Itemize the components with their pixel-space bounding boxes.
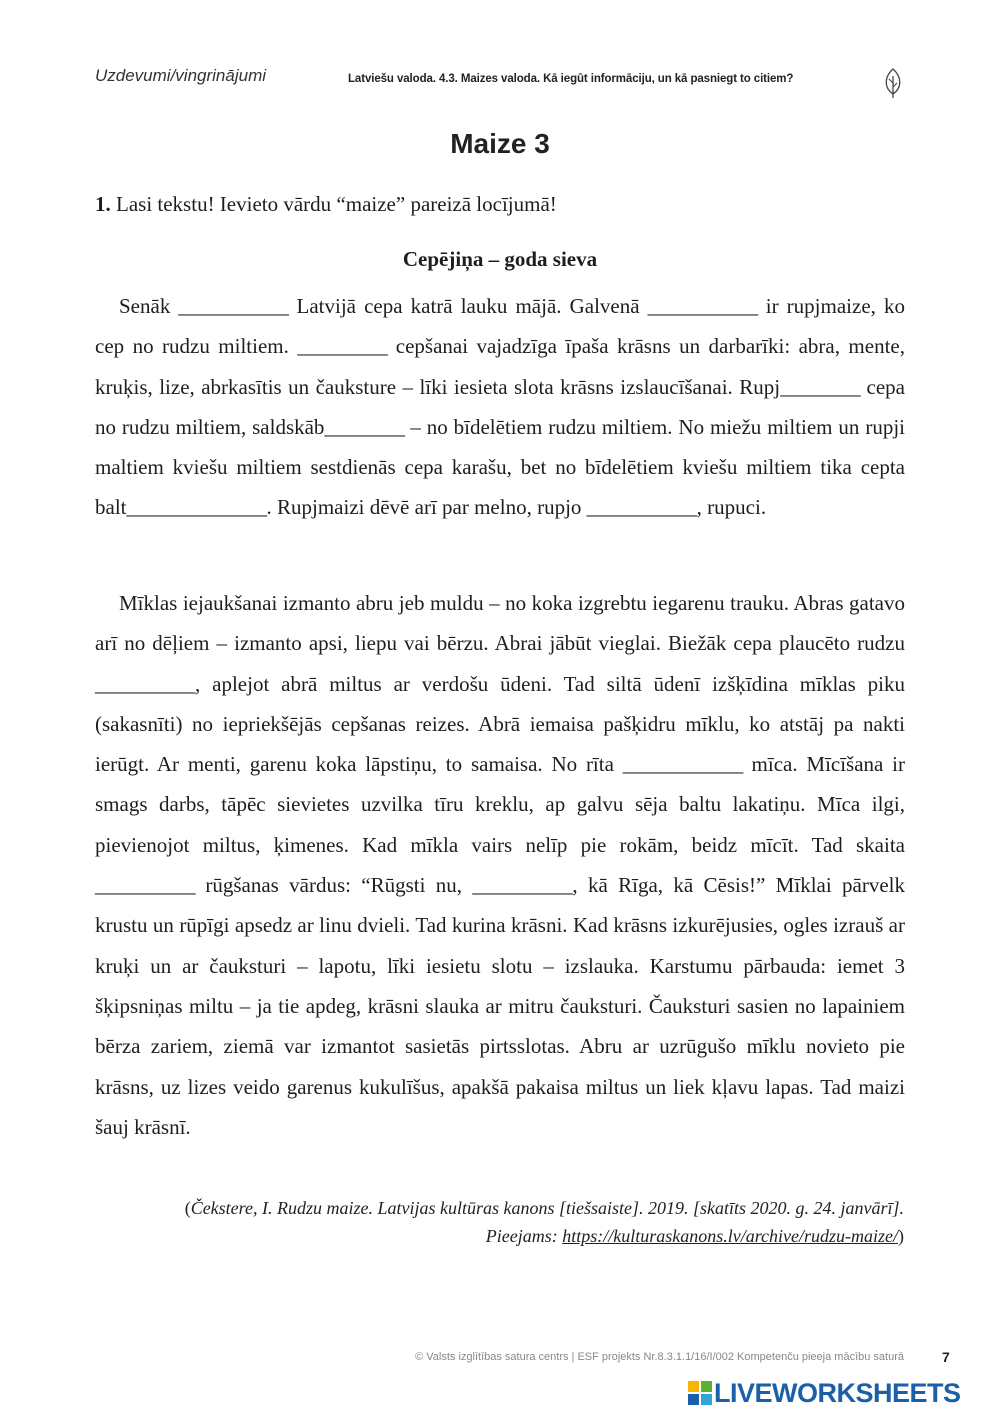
text-segment: rūgšanas vārdus: “Rūgsti nu, xyxy=(195,873,473,898)
footer-text: © Valsts izglītības satura centrs | ESF projekts Nr.8.3.1.1/16/I/002 Kompetenču pieeja mācību saturā xyxy=(415,1351,904,1363)
paragraph-1 xyxy=(95,286,905,528)
text-segment: mīca. Mīcīšana ir smags darbs, tāpēc sievietes uzvilka tīru kreklu, ap galvu sēja baltu lakatiņu. Mīca ilgi, pievienojot miltus, ķimenes. Kad mīkla vairs nelīp pie rokām, beidz mīcīt. Tad skaita xyxy=(95,752,906,857)
citation-paren: ) xyxy=(898,1226,904,1246)
answer-blank-8[interactable]: __________ xyxy=(95,671,195,696)
text-segment: . Rupjmaizi dēvē arī par melno, rupjo xyxy=(266,495,587,520)
text-segment: ir rupjmaize, ko cep no rudzu miltiem. xyxy=(95,294,905,359)
answer-blank-5[interactable]: ________ xyxy=(324,414,405,439)
brand-name: LIVEWORKSHEETS xyxy=(714,1377,961,1408)
text-segment: , aplejot abrā miltus ar verdošu ūdeni. Tad siltā ūdenī izšķīdina mīklas piku (sakasnīti) no iepriekšējās cepšanas reizes. Abrā iemaisa pašķidru mīklu, ko atstāj pa nakti ierūgt. Ar menti, garenu koka lāpstiņu, to samaisa. No rīta xyxy=(95,671,905,777)
answer-blank-7[interactable]: ___________ xyxy=(586,495,697,520)
answer-blank-6[interactable]: ______________ xyxy=(126,495,267,520)
answer-blank-4[interactable]: ________ xyxy=(780,374,861,399)
text-segment: Senāk xyxy=(119,294,179,318)
text-segment: cepšanai vajadzīga īpaša krāsns un darbarīki: abra, mente, kruķis, lize, abrkasītis un čauksture – līki iesieta slota krāsns izslaucīšanai. Rupj xyxy=(95,334,905,399)
task-instruction xyxy=(95,192,557,217)
citation-paren: ( xyxy=(184,1198,191,1218)
header-section: Uzdevumi/vingrinājumi xyxy=(95,66,267,85)
page-number: 7 xyxy=(942,1349,950,1365)
answer-blank-11[interactable]: __________ xyxy=(472,873,573,898)
text-segment: cepa no rudzu miltiem, saldskāb xyxy=(95,374,905,439)
text-segment: , kā Rīga, kā Cēsis!” Mīklai pārvelk krustu un rūpīgi apsedz ar linu dvieli. Tad kurina krāsni. Kad krāsns izkurējusies, ogles izrauš ar kruķi un ar čauksturi – lapotu, līki iesietu slotu – izslauka. Karstumu pārbauda: iemet 3 šķipsniņas miltu – ja tie apdeg, krāsni slauka ar mitru čauksturi. Čauksturi sasien no lapainiem bērza zariem, ziemā var izmantot sasietās pirtsslotas. Abru ar uzrūgušo mīklu novieto pie krāsns, uz lizes veido garenus kukulīšus, apakšā pakaisa miltus un liek kļavu lapas. Tad maizi šauj krāsnī. xyxy=(95,873,905,1139)
liveworksheets-logo-icon xyxy=(688,1381,712,1405)
answer-blank-9[interactable]: ____________ xyxy=(622,752,743,777)
answer-blank-2[interactable]: ___________ xyxy=(647,294,758,318)
text-segment: – no bīdelētiem rudzu miltiem. No miežu miltiem un rupji maltiem kviešu miltiem sestdienās cepa karašu, bet no bīdelētiem kviešu miltiem tika cepta balt xyxy=(95,414,905,520)
header-topic: Latviešu valoda. 4.3. Maizes valoda. Kā iegūt informāciju, un kā pasniegt to citiem? xyxy=(348,73,794,85)
citation-link[interactable]: https://kulturaskanons.lv/archive/rudzu-maize/ xyxy=(562,1226,898,1246)
answer-blank-10[interactable]: __________ xyxy=(95,873,195,898)
leaf-icon xyxy=(878,66,908,100)
source-citation xyxy=(184,1194,904,1250)
citation-text: Čekstere, I. Rudzu maize. Latvijas kultūras kanons [tiešsaiste]. 2019. [skatīts 2020. g. 24. janvārī]. Pieejams: xyxy=(190,1198,904,1246)
task-number: 1. xyxy=(95,192,111,216)
answer-blank-1[interactable]: ___________ xyxy=(178,294,289,318)
text-segment: Mīklas iejaukšanai izmanto abru jeb muldu – no koka izgrebtu iegarenu trauku. Abras gatavo arī no dēļiem – izmanto apsi, liepu vai bērzu. Abrai jābūt vieglai. Biežāk cepa plaucēto rudzu xyxy=(95,591,905,656)
liveworksheets-logo[interactable] xyxy=(688,1378,961,1408)
text-subtitle: Cepējiņa – goda sieva xyxy=(402,247,598,271)
task-text: Lasi tekstu! Ievieto vārdu “maize” pareizā locījumā! xyxy=(116,192,557,216)
page-title: Maize 3 xyxy=(450,128,550,159)
text-segment: Latvijā cepa katrā lauku mājā. Galvenā xyxy=(288,294,648,318)
answer-blank-3[interactable]: _________ xyxy=(297,334,388,359)
paragraph-2 xyxy=(95,583,905,1147)
text-segment: , rupuci. xyxy=(696,495,767,520)
